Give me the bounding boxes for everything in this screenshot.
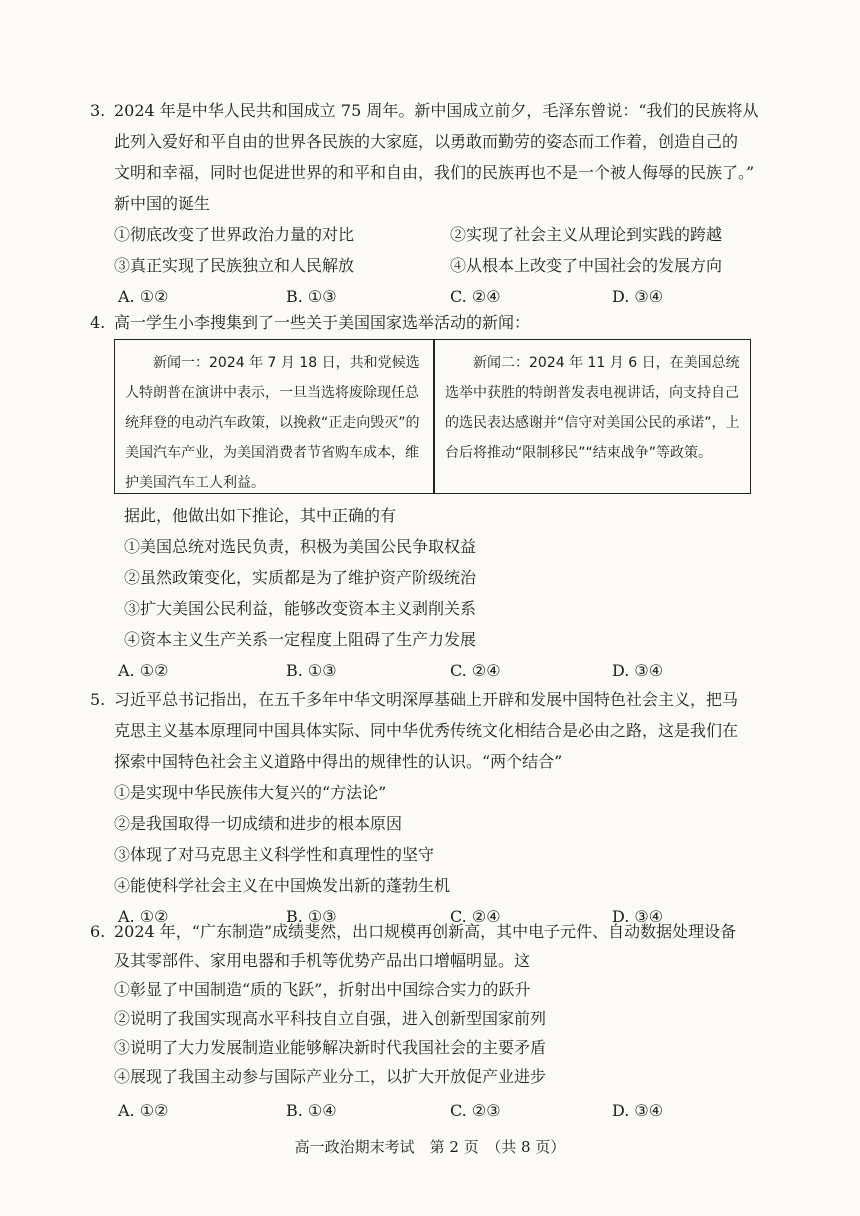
question-3-item-2: ②实现了社会主义从理论到实践的跨越 <box>450 225 723 244</box>
question-5-number: 5. <box>90 690 106 709</box>
question-5-item-2: ②是我国取得一切成绩和进步的根本原因 <box>114 814 403 833</box>
question-5-stem-line-1: 习近平总书记指出，在五千多年中华文明深厚基础上开辟和发展中国特色社会主义，把马 <box>114 690 739 709</box>
question-5-item-1: ①是实现中华民族伟大复兴的“方法论” <box>114 783 387 802</box>
page-footer: 高一政治期末考试 第 2 页 （共 8 页） <box>294 1138 566 1156</box>
news-item-2: 新闻二：2024 年 11 月 6 日，在美国总统选举中获胜的特朗普发表电视讲话，向支持自己的选民表达感谢并“信守对美国公民的承诺”，上台后将推动“限制移民”“结束战争”等政策。 <box>445 355 740 461</box>
news-box-divider <box>433 340 435 493</box>
question-4-choice-d[interactable]: D. ③④ <box>612 661 664 680</box>
question-6-number: 6. <box>90 922 106 941</box>
question-4-number: 4. <box>90 313 106 332</box>
question-5-item-4: ④能使科学社会主义在中国焕发出新的蓬勃生机 <box>114 876 451 895</box>
question-5-stem-line-3: 探索中国特色社会主义道路中得出的规律性的认识。“两个结合” <box>114 752 563 771</box>
question-4-stem: 高一学生小李搜集到了一些关于美国国家选举活动的新闻： <box>114 313 531 332</box>
question-6-choice-a[interactable]: A. ①② <box>118 1101 169 1120</box>
question-4-choice-c[interactable]: C. ②④ <box>450 661 501 680</box>
question-6-item-3: ③说明了大力发展制造业能够解决新时代我国社会的主要矛盾 <box>114 1038 547 1057</box>
question-4-choice-b[interactable]: B. ①③ <box>286 661 337 680</box>
question-4-lead: 据此，他做出如下推论，其中正确的有 <box>124 506 397 525</box>
question-4-item-3: ③扩大美国公民利益，能够改变资本主义剥削关系 <box>124 599 477 618</box>
news-item-1: 新闻一：2024 年 7 月 18 日，共和党候选人特朗普在演讲中表示，一旦当选将废除现任总统拜登的电动汽车政策，以挽救“正走向毁灭”的美国汽车产业，为美国消费者节省购车成本，维护美国汽车工人利益。 <box>125 355 420 491</box>
question-5-stem-line-2: 克思主义基本原理同中国具体实际、同中华优秀传统文化相结合是必由之路，这是我们在 <box>114 721 739 740</box>
question-3-number: 3. <box>90 101 106 120</box>
question-6-choice-c[interactable]: C. ②③ <box>450 1101 501 1120</box>
question-5-choice-d[interactable]: D. ③④ <box>612 907 664 926</box>
question-6-item-1: ①彰显了中国制造“质的飞跃”，折射出中国综合实力的跃升 <box>114 980 531 999</box>
question-3-item-1: ①彻底改变了世界政治力量的对比 <box>114 225 355 244</box>
question-4-choice-a[interactable]: A. ①② <box>118 661 169 680</box>
question-6-item-2: ②说明了我国实现高水平科技自立自强，进入创新型国家前列 <box>114 1009 547 1028</box>
question-3-choice-c[interactable]: C. ②④ <box>450 287 501 306</box>
question-5-choice-c[interactable]: C. ②④ <box>450 907 501 926</box>
question-6-item-4: ④展现了我国主动参与国际产业分工，以扩大开放促产业进步 <box>114 1067 547 1086</box>
question-3-item-4: ④从根本上改变了中国社会的发展方向 <box>450 256 723 275</box>
question-6-choice-b[interactable]: B. ①④ <box>286 1101 337 1120</box>
question-3-item-3: ③真正实现了民族独立和人民解放 <box>114 256 355 275</box>
question-3-choice-d[interactable]: D. ③④ <box>612 287 664 306</box>
question-3-stem-line-1: 2024 年是中华人民共和国成立 75 周年。新中国成立前夕，毛泽东曾说：“我们的民族将从 <box>114 101 759 120</box>
question-6-choice-d[interactable]: D. ③④ <box>612 1101 664 1120</box>
question-5-item-3: ③体现了对马克思主义科学性和真理性的坚守 <box>114 845 435 864</box>
question-3-stem-line-2: 此列入爱好和平自由的世界各民族的大家庭，以勇敢而勤劳的姿态而工作着，创造自己的 <box>114 132 739 151</box>
question-5-choice-a[interactable]: A. ①② <box>118 907 169 926</box>
question-3-choice-b[interactable]: B. ①③ <box>286 287 337 306</box>
question-3-stem-line-3: 文明和幸福，同时也促进世界的和平和自由，我们的民族再也不是一个被人侮辱的民族了。” <box>114 163 755 182</box>
question-6-stem-line-2: 及其零部件、家用电器和手机等优势产品出口增幅明显。这 <box>114 951 531 970</box>
question-4-item-2: ②虽然政策变化，实质都是为了维护资产阶级统治 <box>124 568 477 587</box>
question-4-item-4: ④资本主义生产关系一定程度上阻碍了生产力发展 <box>124 630 477 649</box>
question-6-stem-line-1: 2024 年，“广东制造”成绩斐然，出口规模再创新高，其中电子元件、自动数据处理设备 <box>114 922 737 941</box>
question-3-stem-line-4: 新中国的诞生 <box>114 194 211 213</box>
question-3-choice-a[interactable]: A. ①② <box>118 287 169 306</box>
question-4-item-1: ①美国总统对选民负责，积极为美国公民争取权益 <box>124 537 477 556</box>
news-box <box>114 339 751 494</box>
question-5-choice-b[interactable]: B. ①③ <box>286 907 337 926</box>
